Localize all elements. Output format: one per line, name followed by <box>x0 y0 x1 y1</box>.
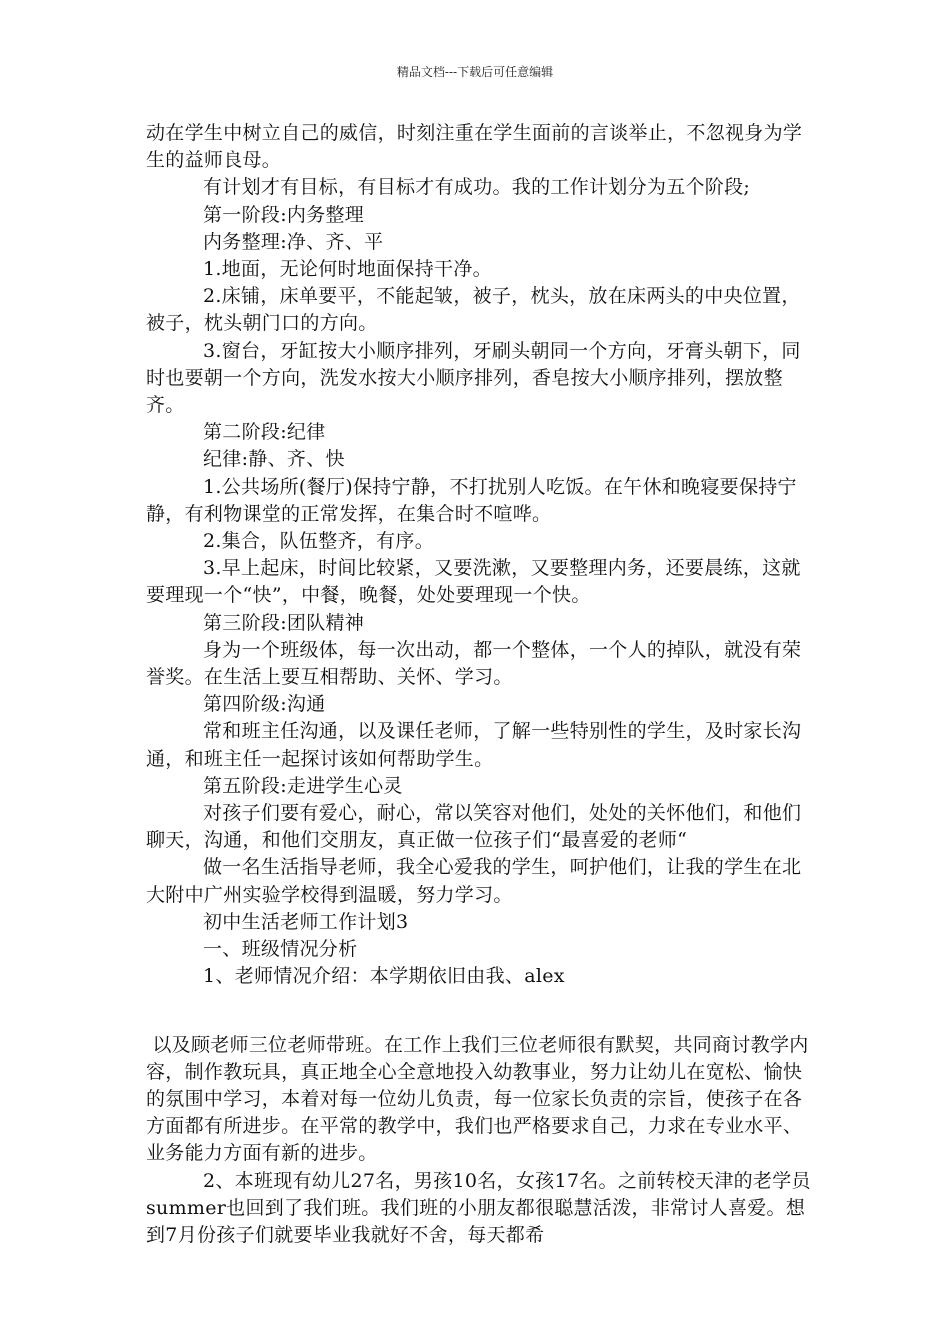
paragraph: 纪律:静、齐、快 <box>203 448 345 471</box>
paragraph: 2、本班现有幼儿27名，男孩10名，女孩17名。之前转校天津的老学员summer也回到了我们班。我们班的小朋友都很聪慧活泼，非常讨人喜爱。想到7月份孩子们就要毕业我就好不舍，每天都希 <box>146 1169 811 1246</box>
paragraph: 第二阶段:纪律 <box>203 421 326 444</box>
paragraph: 第四阶级:沟通 <box>203 693 326 716</box>
paragraph: 常和班主任沟通，以及课任老师，了解一些特别性的学生，及时家长沟通，和班主任一起探讨该如何帮助学生。 <box>146 720 802 770</box>
paragraph: 一、班级情况分析 <box>203 938 358 961</box>
paragraph: 内务整理:净、齐、平 <box>203 230 384 253</box>
paragraph: 第五阶段:走进学生心灵 <box>203 774 403 797</box>
paragraph: 初中生活老师工作计划3 <box>203 910 409 933</box>
paragraph: 有计划才有目标，有目标才有成功。我的工作计划分为五个阶段; <box>203 176 751 199</box>
paragraph: 第一阶段:内务整理 <box>203 203 365 226</box>
paragraph: 对孩子们要有爱心，耐心，常以笑容对他们，处处的关怀他们，和他们聊天，沟通，和他们交朋友，真正做一位孩子们“最喜爱的老师“ <box>146 802 802 852</box>
paragraph: 动在学生中树立自己的威信，时刻注重在学生面前的言谈举止，不忽视身为学生的益师良母。 <box>146 122 803 172</box>
paragraph: 1.公共场所(餐厅)保持宁静，不打扰别人吃饭。在午休和晚寝要保持宁静，有利物课堂的正常发挥，在集合时不喧哗。 <box>146 475 797 525</box>
paragraph: 1、老师情况介绍：本学期依旧由我、alex <box>203 965 565 988</box>
paragraph: 第三阶段:团队精神 <box>203 611 365 634</box>
paragraph: 2.床铺，床单要平，不能起皱，被子，枕头，放在床两头的中央位置，被子，枕头朝门口的方向。 <box>146 285 801 335</box>
paragraph: 以及顾老师三位老师带班。在工作上我们三位老师很有默契，共同商讨教学内容，制作教玩具，真正地全心全意地投入幼教事业，努力让幼儿在宽松、愉快的氛围中学习，本着对每一位幼儿负责，每一位家长负责的宗旨，使孩子在各方面都有所进步。在平常的教学中，我们也严格要求自己，力求在专业水平、业务能力方面有新的进步。 <box>146 1033 809 1165</box>
paragraph: 身为一个班级体，每一次出动，都一个整体，一个人的掉队，就没有荣誉奖。在生活上要互相帮助、关怀、学习。 <box>146 638 802 689</box>
paragraph: 3.窗台，牙缸按大小顺序排列，牙刷头朝同一个方向，牙膏头朝下，同时也要朝一个方向，洗发水按大小顺序排列，香皂按大小顺序排列，摆放整齐。 <box>146 339 801 417</box>
paragraph: 1.地面，无论何时地面保持干净。 <box>203 258 492 281</box>
paragraph: 2.集合，队伍整齐，有序。 <box>203 530 435 553</box>
document-body <box>146 120 814 1249</box>
paragraph: 3.早上起床，时间比较紧，又要洗漱，又要整理内务，还要晨练，这就要理现一个“快”，中餐，晚餐，处处要理现一个快。 <box>146 557 801 607</box>
page-header: 精品文档---下载后可任意编辑 <box>396 65 554 79</box>
paragraph: 做一名生活指导老师，我全心爱我的学生，呵护他们，让我的学生在北大附中广州实验学校得到温暖，努力学习。 <box>146 856 802 906</box>
